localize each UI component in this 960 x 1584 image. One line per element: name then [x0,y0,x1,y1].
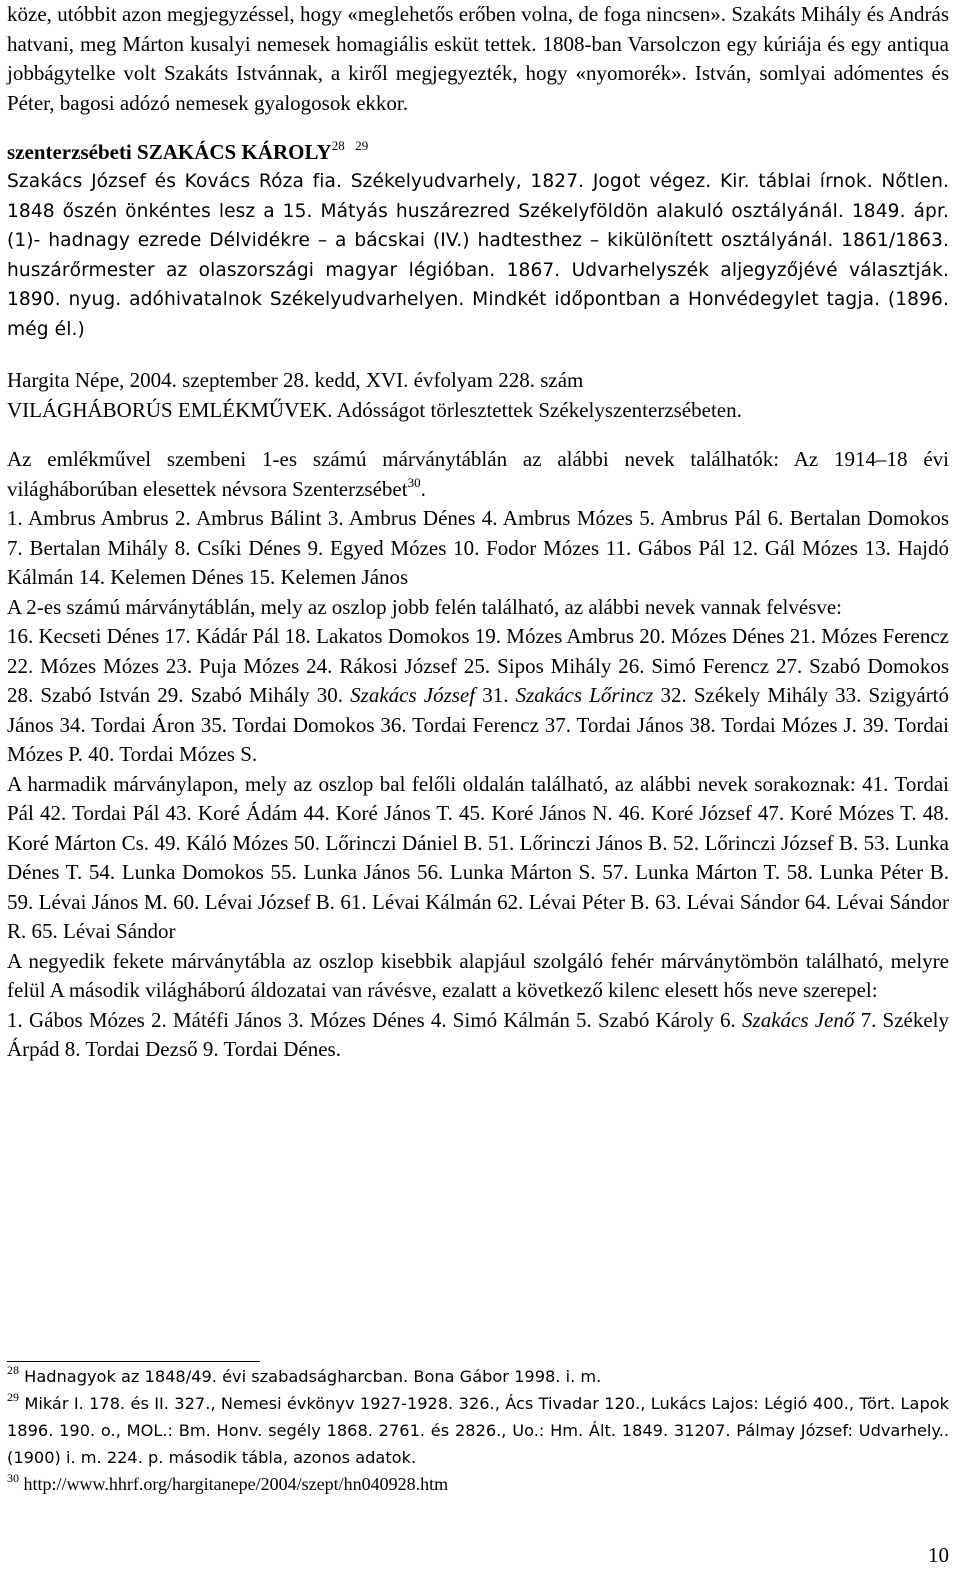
table2-names-a: 16. Kecseti Dénes 17. Kádár Pál 18. Lakatos Domokos 19. Mózes Ambrus 20. Mózes Dénes 21. Mózes Ferencz 22. Mózes Mózes 23. Puja Mózes 24. Rákosi József 25. Sipos Mihály 26. Simó Ferencz 27. Szabó Domokos 28. Szabó István 29. Szabó Mihály 30. [7,624,949,707]
intro-line-3: 1808-ban Varsolczon egy kúriája és egy antiqua jobbágytelke volt Szakáts Istvánnak, a kiről megjegyezték, hogy «nyomorék». István, somlyai adómentes és Péter, bagosi adózó nemesek gyalogosok ekkor. [7,31,950,115]
table4-intro: A negyedik fekete márványtábla az oszlop kisebbik alapjául szolgáló fehér márványtömbön található, melyre felül A második világháború áldozatai van rávésve, ezalatt a következő kilenc elesett hős neve szerepel: [7,948,949,1002]
page-number: 10 [928,1543,949,1567]
spacer [7,344,949,366]
footnote-ref-29[interactable]: 29 [355,138,369,153]
table2-names [7,622,949,770]
table4-names-a: 1. Gábos Mózes 2. Mátéfi János 3. Mózes Dénes 4. Simó Kálmán 5. Szabó Károly 6. [7,1007,743,1032]
table2-names-b: 31. [475,683,516,707]
footnote-29 [7,1390,949,1471]
spacer [7,425,949,445]
table4-names-b: 7. Székely Árpád 8. Tordai Dezső 9. Tordai Dénes. [7,1007,949,1061]
footnote-28 [7,1363,949,1390]
table3-paragraph: A harmadik márványlapon, mely az oszlop bal felőli oldalán található, az alábbi nevek sorakoznak: 41. Tordai Pál 42. Tordai Pál 43. Koré Ádám 44. Koré János T. 45. Koré János N. 46. Koré József 47. Koré Mózes T. 48. Koré Márton Cs. 49. Káló Mózes 50. Lőrinczi Dániel B. 51. Lőrinczi János B. 52. Lőrinczi József B. 53. Lunka Dénes T. 54. Lunka Domokos 55. Lunka János 56. Lunka Márton S. 57. Lunka Márton T. 58. Lunka Péter B. 59. Lévai János M. 60. Lévai József B. 61. Lévai Kálmán 62. Lévai Péter B. 63. Lévai Sándor 64. Lévai Sándor R. 65. Lévai Sándor [7,771,949,943]
table1-names: 1. Ambrus Ambrus 2. Ambrus Bálint 3. Ambrus Dénes 4. Ambrus Mózes 5. Ambrus Pál 6. Bertalan Domokos 7. Bertalan Mihály 8. Csíki Dénes 9. Egyed Mózes 10. Fodor Mózes 11. Gábos Pál 12. Gál Mózes 13. Hajdó Kálmán 14. Kelemen Dénes 15. Kelemen János [7,506,949,589]
footnote-ref-30[interactable]: 30 [407,474,421,490]
footnote-29-text: Mikár I. 178. és II. 327., Nemesi évkönyv 1927-1928. 326., Ács Tivadar 120., Lukács Lajos: Légió 400., Tört. Lapok 1896. 190. o., MOL.: Bm. Honv. segély 1868. 2761. és 2826., Uo.: Hm. Ált. 1849. 31207. Pálmay József: Udvarhely..(1900) i. m. 224. p. második tábla, azonos adatok. [7,1394,949,1467]
intro-line-2: Szakáts Mihály és András hatvani, meg Márton kusalyi nemesek homagiális esküt tettek. [7,2,950,56]
footnote-29-number: 29 [7,1390,19,1404]
table2-names-c: 32. Székely Mihály 33. Szigyártó János 34. Tordai Áron 35. Tordai Domokos 36. Tordai Ferencz 37. Tordai János 38. Tordai Mózes J. 39. Tordai Mózes P. 40. Tordai Mózes S. [7,683,950,766]
footnote-30 [7,1471,949,1498]
footnote-separator [7,1361,260,1362]
entry-body: Szakács József és Kovács Róza fia. Székelyudvarhely, 1827. Jogot végez. Kir. táblai írnok. Nőtlen. 1848 őszén önkéntes lesz a 15. Mátyás huszárezred Székelyföldön alakuló osztályánál. 1849. ápr. (1)- hadnagy ezrede Délvidékre – a bácskai (IV.) hadtesthez – kikülönített osztályánál. 1861/1863. huszárőrmester az olaszországi magyar légióban. 1867. Udvarhelyszék aljegyzőjévé választják. 1890. nyug. adóhivatalnok Székelyudvarhelyen. Mindkét időpontban a Honvédegylet tagja. (1896. még él.) [7,171,949,340]
footnote-28-text: Hadnagyok az 1848/49. évi szabadságharcban. [19,1367,409,1386]
table1-intro [7,445,949,504]
entry-heading [7,138,949,167]
footnotes [7,1363,949,1498]
table4-names [7,1006,949,1065]
table1-intro-text: Az emlékművel szembeni 1-es számú márványtáblán az alábbi nevek találhatók: Az 1914–18 évi világháborúban elesettek névsora Szenterzsébet [7,447,949,501]
newspaper-source: Hargita Népe, 2004. szeptember 28. kedd, XVI. évfolyam 228. szám [7,368,584,392]
footnote-28-number: 28 [7,1363,19,1377]
main-text [7,0,949,1065]
table2-italic-b: Szakács Lőrincz [515,683,654,707]
footnote-ref-28[interactable]: 28 [331,138,345,153]
footnote-28-tail: Bona Gábor 1998. i. m. [408,1367,602,1386]
table2-italic-a: Szakács József [350,683,476,707]
footnote-30-link[interactable]: http://www.hhrf.org/hargitanepe/2004/szept/hn040928.htm [19,1474,449,1494]
table1-intro-end: . [420,476,426,501]
entry-heading-text: szenterzsébeti SZAKÁCS KÁROLY [7,140,332,164]
footnote-30-number: 30 [7,1471,19,1485]
table4-italic-a: Szakács Jenő [742,1007,855,1032]
newspaper-headline: VILÁGHÁBORÚS EMLÉKMŰVEK. Adósságot törlesztettek Székelyszenterzsébeten. [7,397,742,422]
table2-intro: A 2-es számú márványtáblán, mely az oszlop jobb felén található, az alábbi nevek vannak felvésve: [7,594,843,619]
intro-paragraph [7,0,949,118]
intro-line-1: köze, utóbbit azon megjegyzéssel, hogy «meglehetős erőben volna, de foga nincsen». [7,2,726,26]
